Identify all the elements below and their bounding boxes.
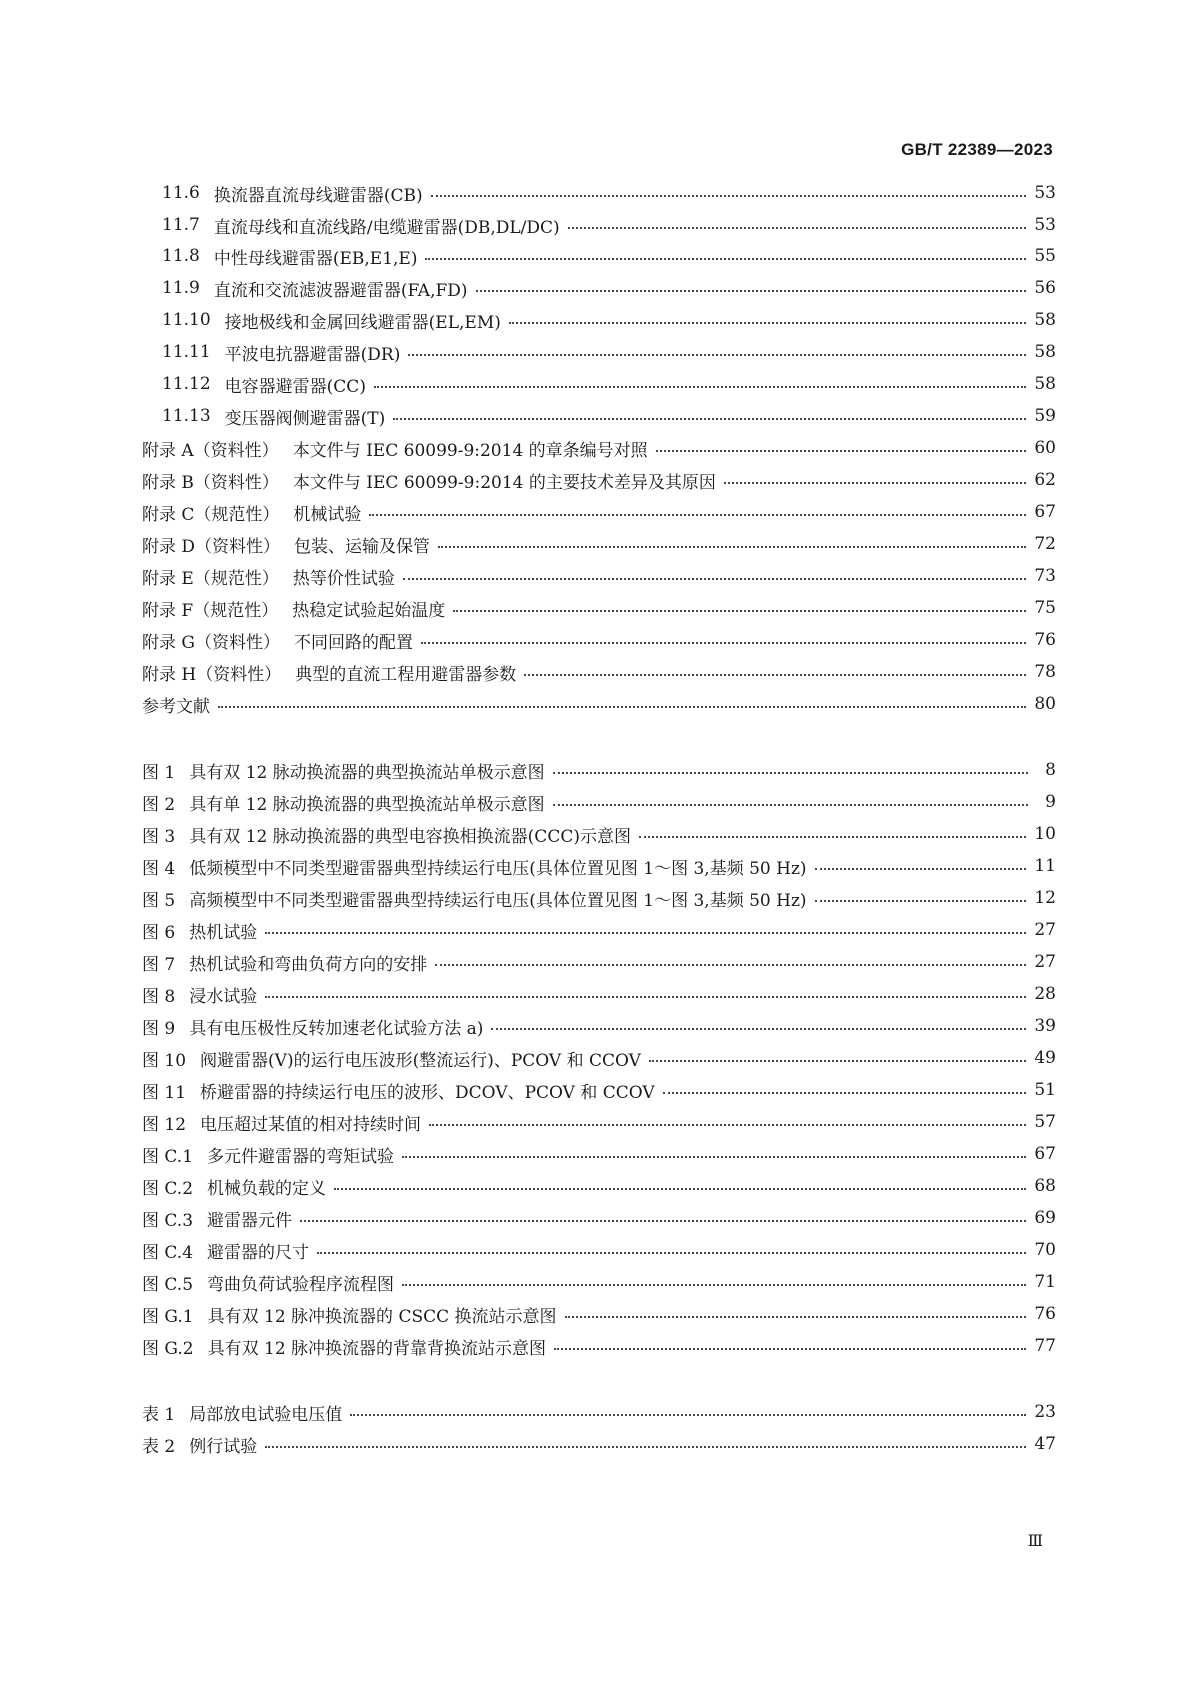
- toc-entry-number: 附录 F（规范性）: [142, 600, 279, 621]
- toc-entry-table[interactable]: [142, 1397, 1056, 1427]
- leader-dots: [491, 1028, 1026, 1030]
- toc-entry-number: 图 11: [142, 1082, 187, 1103]
- toc-entry-page: 58: [1034, 374, 1056, 394]
- toc-entry-title: 弯曲负荷试验程序流程图: [207, 1274, 395, 1295]
- toc-entry-number: 图 10: [142, 1050, 187, 1071]
- toc-entry-figure[interactable]: [142, 1267, 1056, 1297]
- toc-entry-page: 9: [1045, 792, 1056, 812]
- toc-entry-number: 附录 C（规范性）: [142, 504, 280, 525]
- leader-dots: [300, 1220, 1026, 1222]
- toc-entry-number: 图 C.2: [142, 1178, 194, 1199]
- toc-entry-page: 60: [1034, 438, 1056, 458]
- toc-entry[interactable]: [162, 369, 1056, 399]
- toc-entry-title: 具有双 12 脉动换流器的典型电容换相换流器(CCC)示意图: [189, 826, 631, 847]
- toc-entry-page: 53: [1034, 183, 1056, 203]
- toc-entry-page: 75: [1034, 598, 1056, 618]
- leader-dots: [218, 706, 1026, 708]
- leader-dots: [815, 868, 1027, 870]
- toc-entry-title: 热稳定试验起始温度: [292, 600, 446, 621]
- leader-dots: [524, 674, 1026, 676]
- leader-dots: [425, 258, 1026, 260]
- toc-entry-page: 28: [1034, 984, 1056, 1004]
- toc-entry-page: 58: [1034, 342, 1056, 362]
- toc-entry-number: 图 C.4: [142, 1242, 194, 1263]
- toc-entry-number: 图 7: [142, 954, 176, 975]
- leader-dots: [265, 996, 1026, 998]
- toc-entry-annex[interactable]: [142, 497, 1056, 527]
- toc-entry-number: 11.13: [162, 406, 211, 426]
- leader-dots: [565, 1316, 1027, 1318]
- toc-entry-figure[interactable]: [142, 1075, 1056, 1105]
- toc-entry[interactable]: [162, 241, 1056, 271]
- toc-entry-title: 具有双 12 脉动换流器的典型换流站单极示意图: [189, 762, 545, 783]
- toc-entry-title: 变压器阀侧避雷器(T): [224, 408, 386, 429]
- toc-entry-title: 热等价性试验: [292, 568, 395, 589]
- toc-entry-number: 图 8: [142, 986, 176, 1007]
- toc-entry-number: 图 1: [142, 762, 176, 783]
- leader-dots: [408, 354, 1026, 356]
- toc-entry-number: 图 4: [142, 858, 176, 879]
- toc-entry-title: 具有双 12 脉冲换流器的 CSCC 换流站示意图: [207, 1306, 557, 1327]
- toc-entry[interactable]: [162, 210, 1056, 240]
- leader-dots: [369, 514, 1026, 516]
- toc-entry-number: 11.12: [162, 374, 211, 394]
- leader-dots: [724, 482, 1026, 484]
- toc-entry-page: 68: [1034, 1176, 1056, 1196]
- toc-entry-annex[interactable]: [142, 593, 1056, 623]
- toc-entry-title: 具有电压极性反转加速老化试验方法 a): [189, 1018, 484, 1039]
- toc-entry-number: 图 12: [142, 1114, 187, 1135]
- leader-dots: [431, 195, 1027, 197]
- toc-entry-annex[interactable]: [142, 529, 1056, 559]
- toc-entry-page: 72: [1034, 534, 1056, 554]
- toc-entry-number: 附录 A（资料性）: [142, 440, 279, 461]
- toc-entry-title: 浸水试验: [189, 986, 258, 1007]
- leader-dots: [374, 386, 1026, 388]
- toc-entry-annex[interactable]: [142, 465, 1056, 495]
- toc-entry-title: 避雷器的尺寸: [207, 1242, 310, 1263]
- toc-entry-title: 电容器避雷器(CC): [224, 376, 366, 397]
- toc-entry-page: 58: [1034, 310, 1056, 330]
- toc-entry-annex[interactable]: [142, 625, 1056, 655]
- toc-entry-figure[interactable]: [142, 979, 1056, 1009]
- toc-entry-page: 78: [1034, 662, 1056, 682]
- toc-entry-figure[interactable]: [142, 1107, 1056, 1137]
- page-number: Ⅲ: [1027, 1531, 1043, 1550]
- leader-dots: [453, 610, 1026, 612]
- toc-entry-annex[interactable]: [142, 433, 1056, 463]
- leader-dots: [815, 900, 1027, 902]
- leader-dots: [435, 964, 1026, 966]
- toc-entry-number: 表 2: [142, 1436, 176, 1457]
- toc-entry-number: 图 5: [142, 890, 176, 911]
- toc-entry[interactable]: [162, 273, 1056, 303]
- toc-entry-number: 11.10: [162, 310, 211, 330]
- toc-entry-annex[interactable]: [142, 561, 1056, 591]
- toc-entry-page: 27: [1034, 920, 1056, 940]
- toc-entry-table[interactable]: [142, 1429, 1056, 1459]
- toc-entry-number: 图 3: [142, 826, 176, 847]
- toc-entry-page: 51: [1034, 1080, 1056, 1100]
- toc-entry-number: 图 6: [142, 922, 176, 943]
- leader-dots: [663, 1092, 1027, 1094]
- toc-entry-page: 69: [1034, 1208, 1056, 1228]
- toc-entry-title: 具有单 12 脉动换流器的典型换流站单极示意图: [189, 794, 545, 815]
- toc-entry-number: 附录 B（资料性）: [142, 472, 279, 493]
- toc-entry[interactable]: [162, 178, 1056, 208]
- toc-entry-title: 热机试验: [189, 922, 258, 943]
- toc-entry-page: 67: [1034, 1144, 1056, 1164]
- leader-dots: [393, 418, 1026, 420]
- toc-entry-title: 电压超过某值的相对持续时间: [200, 1114, 422, 1135]
- toc-entry-page: 10: [1034, 824, 1056, 844]
- toc-entry-page: 53: [1034, 215, 1056, 235]
- leader-dots: [317, 1252, 1026, 1254]
- toc-entry-title: 平波电抗器避雷器(DR): [224, 344, 401, 365]
- toc-entry-figure[interactable]: [142, 1043, 1056, 1073]
- toc-entry-number: 图 G.1: [142, 1306, 194, 1327]
- toc-entry-page: 76: [1034, 630, 1056, 650]
- toc-entry-page: 59: [1034, 406, 1056, 426]
- leader-dots: [476, 290, 1027, 292]
- toc-entry[interactable]: [162, 305, 1056, 335]
- toc-entry-figure[interactable]: [142, 1299, 1056, 1329]
- leader-dots: [350, 1414, 1026, 1416]
- toc-entry-title: 接地极线和金属回线避雷器(EL,EM): [224, 312, 501, 333]
- toc-entry-figure[interactable]: [142, 1139, 1056, 1169]
- toc-entry-page: 76: [1034, 1304, 1056, 1324]
- leader-dots: [639, 836, 1026, 838]
- toc-entry-figure[interactable]: [142, 1331, 1056, 1361]
- toc-entry-annex[interactable]: [142, 657, 1056, 687]
- toc-entry-number: 11.6: [162, 183, 200, 203]
- toc-entry-figure[interactable]: [142, 787, 1056, 817]
- toc-entry-title: 机械负载的定义: [207, 1178, 327, 1199]
- toc-entry-title: 高频模型中不同类型避雷器典型持续运行电压(具体位置见图 1～图 3,基频 50 Hz): [189, 890, 807, 911]
- toc-entry-number: 图 G.2: [142, 1338, 194, 1359]
- toc-entry-title: 典型的直流工程用避雷器参数: [295, 664, 517, 685]
- toc-entry-title: 换流器直流母线避雷器(CB): [213, 185, 423, 206]
- toc-entry[interactable]: [162, 337, 1056, 367]
- leader-dots: [509, 322, 1027, 324]
- toc-entry-figure[interactable]: [142, 1171, 1056, 1201]
- toc-entry-figure[interactable]: [142, 1235, 1056, 1265]
- toc-entry-title: 多元件避雷器的弯矩试验: [207, 1146, 395, 1167]
- toc-entry-title: 本文件与 IEC 60099-9:2014 的主要技术差异及其原因: [292, 472, 716, 493]
- leader-dots: [553, 772, 1028, 774]
- toc-entry-page: 12: [1034, 888, 1056, 908]
- toc-entry-title: 直流和交流滤波器避雷器(FA,FD): [213, 280, 468, 301]
- toc-entry-title: 例行试验: [189, 1436, 258, 1457]
- leader-dots: [265, 932, 1026, 934]
- standard-code: GB/T 22389—2023: [901, 140, 1053, 159]
- toc-entry-number: 附录 D（资料性）: [142, 536, 281, 557]
- leader-dots: [554, 1348, 1026, 1350]
- toc-entry-page: 56: [1034, 278, 1056, 298]
- leader-dots: [553, 804, 1028, 806]
- leader-dots: [656, 450, 1027, 452]
- toc-entry-title: 不同回路的配置: [293, 632, 413, 653]
- toc-entry-number: 图 C.1: [142, 1146, 194, 1167]
- leader-dots: [438, 546, 1026, 548]
- toc-entry-figure[interactable]: [142, 755, 1056, 785]
- toc-entry-number: 附录 H（资料性）: [142, 664, 282, 685]
- toc-entry-title: 参考文献: [142, 696, 210, 717]
- toc-entry-figure[interactable]: [142, 915, 1056, 945]
- toc-entry-title: 具有双 12 脉冲换流器的背靠背换流站示意图: [207, 1338, 547, 1359]
- toc-entry-figure[interactable]: [142, 1203, 1056, 1233]
- toc-entry-title: 局部放电试验电压值: [189, 1404, 343, 1425]
- toc-entry-number: 附录 E（规范性）: [142, 568, 279, 589]
- leader-dots: [334, 1188, 1026, 1190]
- leader-dots: [402, 1156, 1026, 1158]
- toc-entry-page: 67: [1034, 502, 1056, 522]
- toc-entry[interactable]: [162, 401, 1056, 431]
- toc-entry-page: 71: [1034, 1272, 1056, 1292]
- toc-entry-number: 11.11: [162, 342, 211, 362]
- toc-entry-page: 27: [1034, 952, 1056, 972]
- toc-entry-title: 热机试验和弯曲负荷方向的安排: [189, 954, 428, 975]
- toc-entry-page: 70: [1034, 1240, 1056, 1260]
- toc-entry-page: 57: [1034, 1112, 1056, 1132]
- toc-entry-page: 8: [1045, 760, 1056, 780]
- toc-entry-page: 39: [1034, 1016, 1056, 1036]
- toc-entry-figure[interactable]: [142, 1011, 1056, 1041]
- toc-entry-number: 11.7: [162, 215, 200, 235]
- toc-entry-page: 55: [1034, 246, 1056, 266]
- toc-entry-bibliography[interactable]: [142, 689, 1056, 719]
- toc-entry-number: 图 C.3: [142, 1210, 194, 1231]
- toc-entry-title: 包装、运输及保管: [294, 536, 431, 557]
- toc-entry-page: 47: [1034, 1434, 1056, 1454]
- toc-entry-number: 图 C.5: [142, 1274, 194, 1295]
- toc-entry-title: 阀避雷器(V)的运行电压波形(整流运行)、PCOV 和 CCOV: [200, 1050, 641, 1071]
- toc-entry-title: 低频模型中不同类型避雷器典型持续运行电压(具体位置见图 1～图 3,基频 50 Hz): [189, 858, 807, 879]
- toc-entry-page: 23: [1034, 1402, 1056, 1422]
- leader-dots: [568, 227, 1027, 229]
- toc-entry-title: 机械试验: [293, 504, 362, 525]
- leader-dots: [403, 578, 1027, 580]
- toc-entry-figure[interactable]: [142, 819, 1056, 849]
- toc-entry-page: 62: [1034, 470, 1056, 490]
- toc-entry-page: 73: [1034, 566, 1056, 586]
- toc-entry-title: 避雷器元件: [207, 1210, 293, 1231]
- toc-entry-title: 直流母线和直流线路/电缆避雷器(DB,DL/DC): [213, 217, 560, 238]
- leader-dots: [429, 1124, 1026, 1126]
- toc-entry-title: 中性母线避雷器(EB,E1,E): [213, 248, 418, 269]
- toc-entry-number: 图 9: [142, 1018, 176, 1039]
- toc-entry-page: 49: [1034, 1048, 1056, 1068]
- toc-entry-title: 本文件与 IEC 60099-9:2014 的章条编号对照: [292, 440, 648, 461]
- toc-entry-number: 图 2: [142, 794, 176, 815]
- leader-dots: [649, 1060, 1026, 1062]
- toc-entry-number: 11.8: [162, 246, 200, 266]
- toc-entry-number: 附录 G（资料性）: [142, 632, 280, 653]
- toc-entry-title: 桥避雷器的持续运行电压的波形、DCOV、PCOV 和 CCOV: [200, 1082, 655, 1103]
- toc-entry-figure[interactable]: [142, 883, 1056, 913]
- toc-entry-page: 80: [1034, 694, 1056, 714]
- leader-dots: [421, 642, 1026, 644]
- toc-entry-page: 77: [1034, 1336, 1056, 1356]
- leader-dots: [402, 1284, 1026, 1286]
- toc-entry-figure[interactable]: [142, 851, 1056, 881]
- leader-dots: [265, 1446, 1026, 1448]
- toc-entry-figure[interactable]: [142, 947, 1056, 977]
- toc-entry-page: 11: [1034, 856, 1056, 876]
- toc-entry-number: 表 1: [142, 1404, 176, 1425]
- toc-entry-number: 11.9: [162, 278, 200, 298]
